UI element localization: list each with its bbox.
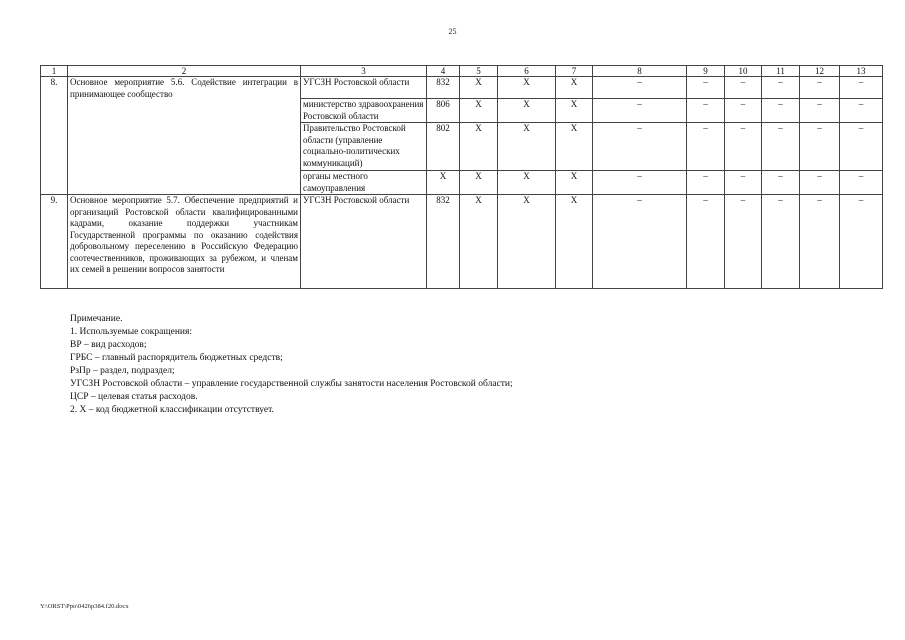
value-cell-c12: – <box>800 99 840 123</box>
value-cell-c9: – <box>687 99 725 123</box>
header-cell: 10 <box>725 66 762 77</box>
value-cell-c11: – <box>762 123 800 171</box>
value-cell-c11: – <box>762 195 800 289</box>
executor-cell: Правительство Ростовской области (управление социально-политических коммуникаций) <box>301 123 427 171</box>
value-cell-c13: – <box>840 99 883 123</box>
value-cell-c13: – <box>840 123 883 171</box>
file-path-footer: Y:\ORST\Ppo\0426p384.f20.docx <box>40 603 129 610</box>
value-cell-c6: Х <box>498 171 556 195</box>
value-cell-c8: – <box>593 195 687 289</box>
executor-cell: органы местного самоуправления <box>301 171 427 195</box>
value-cell-c9: – <box>687 123 725 171</box>
value-cell-c10: – <box>725 171 762 195</box>
value-cell-c4: Х <box>427 171 460 195</box>
value-cell-c13: – <box>840 171 883 195</box>
note-line: 2. Х – код бюджетной классификации отсутствует. <box>70 405 274 415</box>
value-cell-c9: – <box>687 171 725 195</box>
notes-title: Примечание. <box>70 314 123 324</box>
executor-cell: министерство здравоохранения Ростовской области <box>301 99 427 123</box>
value-cell-c6: Х <box>498 77 556 99</box>
value-cell-c11: – <box>762 99 800 123</box>
header-cell: 2 <box>68 66 301 77</box>
value-cell-c12: – <box>800 195 840 289</box>
value-cell-c8: – <box>593 171 687 195</box>
note-line: РзПр – раздел, подраздел; <box>70 366 175 376</box>
value-cell-c7: Х <box>556 195 593 289</box>
value-cell-c7: Х <box>556 123 593 171</box>
note-line: ГРБС – главный распорядитель бюджетных средств; <box>70 353 283 363</box>
note-line: ЦСР – целевая статья расходов. <box>70 392 198 402</box>
value-cell-c6: Х <box>498 99 556 123</box>
header-cell: 11 <box>762 66 800 77</box>
value-cell-c10: – <box>725 99 762 123</box>
header-cell: 5 <box>460 66 498 77</box>
value-cell-c5: Х <box>460 77 498 99</box>
value-cell-c6: Х <box>498 195 556 289</box>
value-cell-c10: – <box>725 77 762 99</box>
header-cell: 7 <box>556 66 593 77</box>
value-cell-c5: Х <box>460 99 498 123</box>
value-cell-c11: – <box>762 77 800 99</box>
value-cell-c8: – <box>593 99 687 123</box>
header-cell: 3 <box>301 66 427 77</box>
value-cell-c9: – <box>687 77 725 99</box>
value-cell-c4: 832 <box>427 195 460 289</box>
value-cell-c10: – <box>725 195 762 289</box>
row-number-cell: 8. <box>41 77 68 195</box>
value-cell-c12: – <box>800 171 840 195</box>
value-cell-c8: – <box>593 77 687 99</box>
value-cell-c7: Х <box>556 77 593 99</box>
value-cell-c6: Х <box>498 123 556 171</box>
value-cell-c9: – <box>687 195 725 289</box>
value-cell-c12: – <box>800 123 840 171</box>
value-cell-c5: Х <box>460 195 498 289</box>
value-cell-c5: Х <box>460 123 498 171</box>
event-name-cell: Основное мероприятие 5.7. Обеспечение предприятий и организаций Ростовской области квалифицированными кадрами, оказание поддержки участникам Государственной программы по оказанию содействия добровольному переселению в Российскую Федерацию соотечественников, проживающих за рубежом, и членам их семей в решении вопросов занятости <box>68 195 301 289</box>
header-cell: 9 <box>687 66 725 77</box>
row-number-cell: 9. <box>41 195 68 289</box>
value-cell-c5: Х <box>460 171 498 195</box>
value-cell-c7: Х <box>556 99 593 123</box>
page-number: 25 <box>448 27 457 36</box>
event-name-cell: Основное мероприятие 5.6. Содействие интеграции в принимающее сообщество <box>68 77 301 195</box>
header-cell: 12 <box>800 66 840 77</box>
value-cell-c13: – <box>840 195 883 289</box>
value-cell-c10: – <box>725 123 762 171</box>
header-cell: 1 <box>41 66 68 77</box>
value-cell-c7: Х <box>556 171 593 195</box>
executor-cell: УГСЗН Ростовской области <box>301 195 427 289</box>
note-line: УГСЗН Ростовской области – управление государственной службы занятости населения Ростовской области; <box>70 379 513 389</box>
header-cell: 8 <box>593 66 687 77</box>
value-cell-c4: 832 <box>427 77 460 99</box>
note-line: 1. Используемые сокращения: <box>70 327 192 337</box>
value-cell-c8: – <box>593 123 687 171</box>
table-row <box>41 195 883 289</box>
executor-cell: УГСЗН Ростовской области <box>301 77 427 99</box>
table-row <box>41 77 883 99</box>
value-cell-c12: – <box>800 77 840 99</box>
header-cell: 4 <box>427 66 460 77</box>
notes-section <box>70 313 670 417</box>
value-cell-c4: 802 <box>427 123 460 171</box>
value-cell-c13: – <box>840 77 883 99</box>
header-cell: 6 <box>498 66 556 77</box>
table-header-row <box>41 66 883 77</box>
value-cell-c4: 806 <box>427 99 460 123</box>
note-line: ВР – вид расходов; <box>70 340 147 350</box>
value-cell-c11: – <box>762 171 800 195</box>
header-cell: 13 <box>840 66 883 77</box>
budget-table <box>40 65 883 289</box>
